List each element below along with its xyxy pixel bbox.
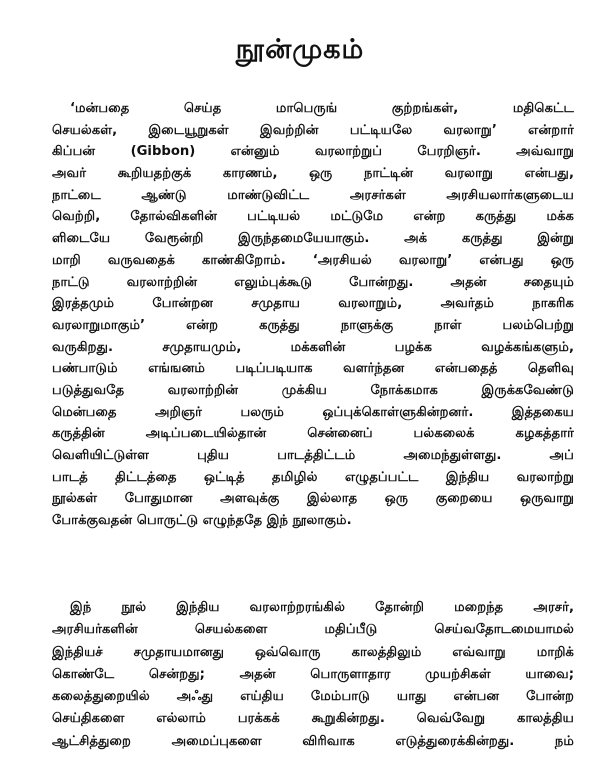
paragraph-line: நூல்கள் போதுமான அளவுக்கு இல்லாத ஒரு குறையை ஒருவாறு	[52, 491, 574, 507]
paragraph-line: ளிடையே வேரூன்றி இருந்தமையேயாகும். அக் கருத்து இன்று	[52, 231, 574, 247]
paragraph-line: நாட்டு வரலாற்றின் எலும்புக்கூடு போன்றது. அதன் சதையும்	[52, 274, 574, 290]
paragraph-line: போக்குவதன் பொருட்டு எழுந்ததே இந் நூலாகும்.	[52, 513, 352, 529]
paragraph-line: அரசியர்களின் செயல்களை மதிப்பீடு செய்வதோடமையாமல்	[52, 622, 574, 638]
paragraph-line: கருத்தின் அடிப்படையில்தான் சென்னைப் பல்கலைக் கழகத்தார்	[52, 426, 574, 442]
paragraph-1	[52, 98, 574, 532]
paragraph-line: ஆட்சித்துறை அமைப்புகளை விரிவாக எடுத்துரைக்கின்றது. நம்	[52, 733, 574, 749]
paragraph-line: இந் நூல் இந்திய வரலாற்றரங்கில் தோன்றி மறைந்த அரசர்,	[70, 600, 574, 615]
paragraph-line: வருகிறது. சமுதாயமும், மக்களின் பழக்க வழக்கங்களும்,	[52, 339, 574, 355]
page-title: நூன்முகம்	[235, 34, 365, 65]
paragraph-2	[52, 597, 574, 753]
paragraph-line: கிப்பன் (Gibbon) என்னும் வரலாற்றுப் பேரறிஞர். அவ்வாறு	[52, 144, 574, 160]
paragraph-line: செய்திகளை எல்லாம் பரக்கக் கூறுகின்றது. வெவ்வேறு காலத்திய	[52, 711, 574, 727]
paragraph-line: படுத்துவதே வரலாற்றின் முக்கிய நோக்கமாக இருக்கவேண்டு	[52, 382, 574, 398]
paragraph-line: மாறி வருவதைக் காண்கிறோம். ‘அரசியல் வரலாறு’ என்பது ஒரு	[52, 252, 574, 268]
paragraph-line: மென்பதை அறிஞர் பலரும் ஒப்புக்கொள்ளுகின்றனர். இத்தகைய	[52, 404, 574, 420]
paragraph-line: கொண்டே சென்றது; அதன் பொருளாதார முயற்சிகள் யாவை;	[52, 666, 574, 682]
paragraph-line: நாட்டை ஆண்டு மாண்டுவிட்ட அரசர்கள் அரசியலார்களுடைய	[52, 187, 574, 203]
paragraph-line: செயல்கள், இடையூறுகள் இவற்றின் பட்டியலே வரலாறு’ என்றார்	[52, 122, 574, 138]
paragraph-line: அவர் கூறியதற்குக் காரணம், ஒரு நாட்டின் வரலாறு என்பது,	[52, 166, 574, 182]
paragraph-line: வெற்றி, தோல்விகளின் பட்டியல் மட்டுமே என்ற கருத்து மக்க	[52, 209, 574, 225]
paragraph-line: பாடத் திட்டத்தை ஒட்டித் தமிழில் எழுதப்பட்ட இந்திய வரலாற்று	[52, 469, 574, 485]
paragraph-line: கலைத்துறையில் அஃது எய்திய மேம்பாடு யாது என்பன போன்ற	[52, 689, 574, 705]
paragraph-line: இரத்தமும் போன்றன சமுதாய வரலாறும், அவர்தம் நாகரிக	[52, 296, 574, 312]
paragraph-line: வரலாறுமாகும்’ என்ற கருத்து நாளுக்கு நாள் பலம்பெற்று	[52, 317, 574, 333]
paragraph-line: பண்பாடும் எங்ஙனம் படிப்படியாக வளர்ந்தன என்பதைத் தெளிவு	[52, 361, 574, 377]
paragraph-line: இந்தியச் சமுதாயமானது ஒவ்வொரு காலத்திலும் எவ்வாறு மாறிக்	[52, 644, 574, 660]
paragraph-line: வெளியிட்டுள்ள புதிய பாடத்திட்டம் அமைந்துள்ளது. அப்	[52, 448, 574, 463]
paragraph-line: ‘மன்பதை செய்த மாபெருங் குற்றங்கள், மதிகெட்ட	[70, 101, 574, 116]
